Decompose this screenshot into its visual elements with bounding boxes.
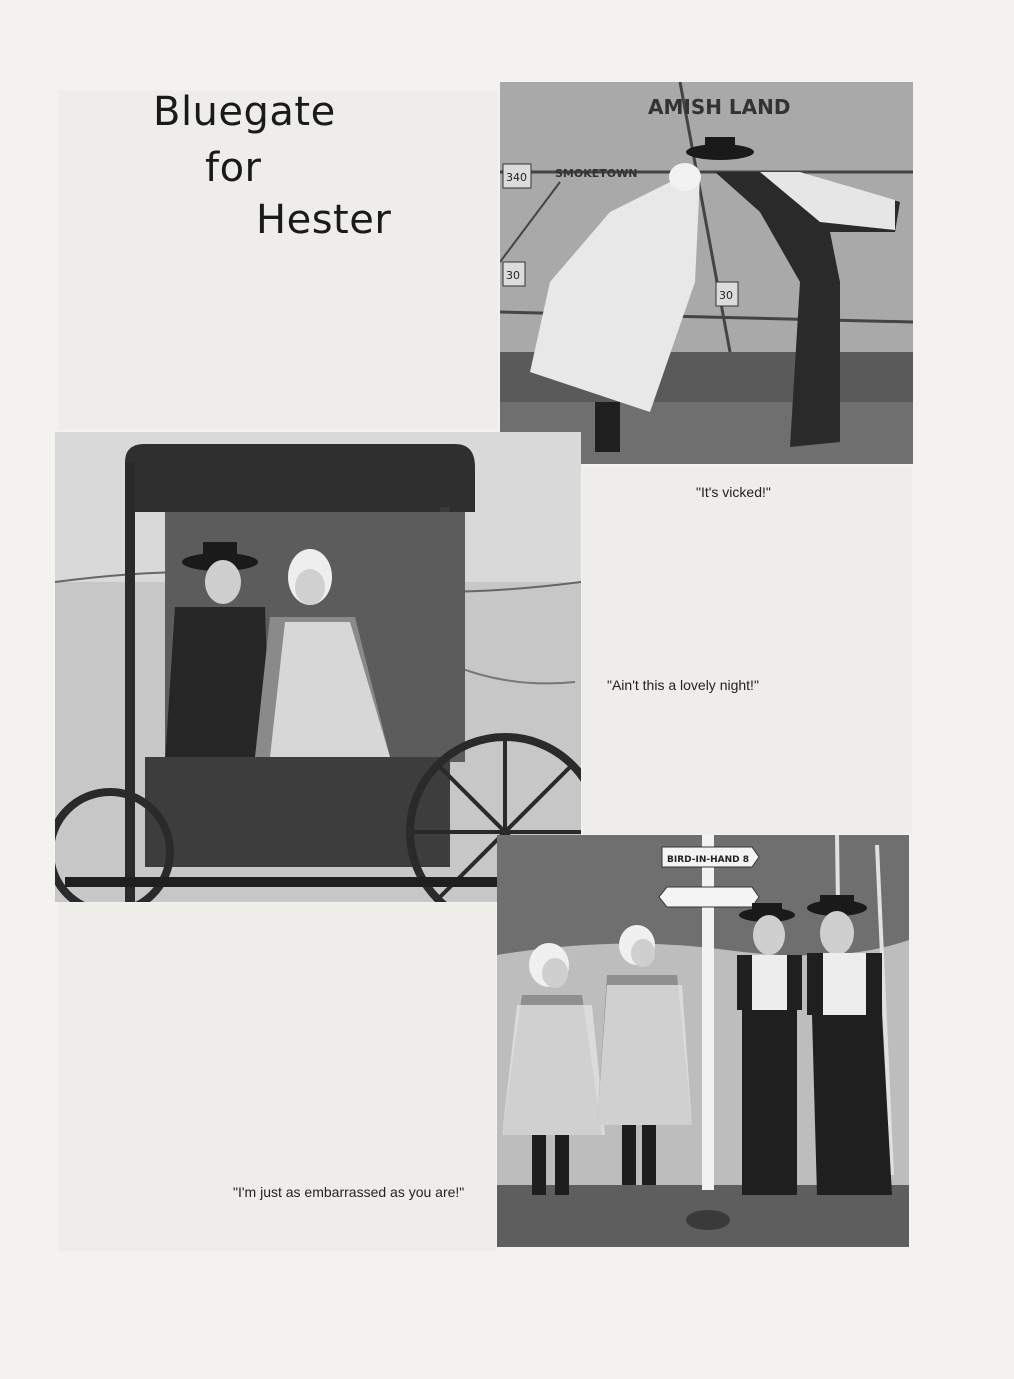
- page-title-line2: for: [205, 145, 262, 191]
- photo-buggy: [55, 432, 581, 902]
- route-30-marker-center: 30: [719, 289, 733, 302]
- photo-kiss-graphic: [500, 82, 913, 464]
- caption-kiss: "It's vicked!": [696, 484, 771, 500]
- caption-panel-right: [582, 466, 912, 834]
- photo-kiss: [500, 82, 913, 464]
- route-340-marker: 340: [506, 171, 527, 184]
- photo-signpost: [497, 835, 909, 1247]
- sign-bird-in-hand: BIRD-IN-HAND 8: [667, 855, 750, 865]
- caption-signpost: "I'm just as embarrassed as you are!": [233, 1184, 465, 1200]
- caption-buggy: "Ain't this a lovely night!": [607, 677, 759, 693]
- photo-signpost-graphic: [497, 835, 909, 1247]
- photo-buggy-graphic: [55, 432, 581, 902]
- sign-amish-land: AMISH LAND: [648, 95, 791, 119]
- page-title-line1: Bluegate: [153, 89, 336, 135]
- page-title-line3: Hester: [256, 197, 392, 243]
- title-panel: [58, 90, 498, 430]
- route-30-marker-left: 30: [506, 269, 520, 282]
- sign-smoketown: SMOKETOWN: [555, 167, 638, 180]
